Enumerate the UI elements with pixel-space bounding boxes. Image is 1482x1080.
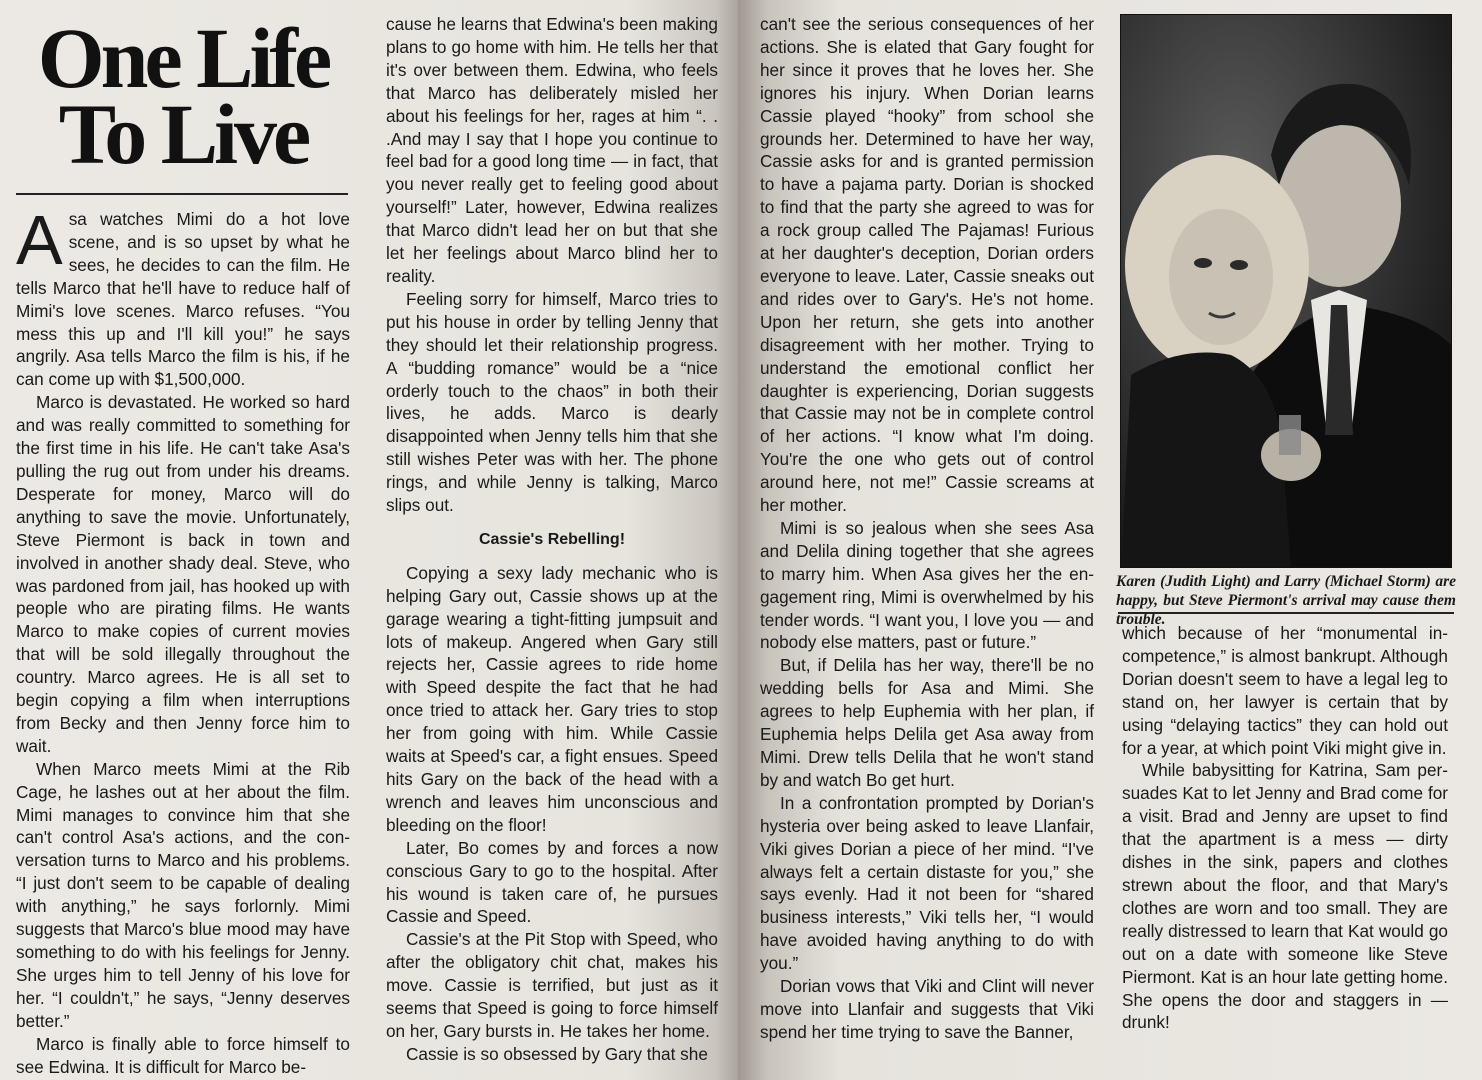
- column-1: [16, 201, 350, 1078]
- drop-cap: A: [16, 201, 63, 279]
- left-page: [0, 0, 738, 1080]
- column-4: [1122, 622, 1448, 1034]
- photo-caption: Karen (Judith Light) and Larry (Michael Storm) are happy, but Steve Piermont's arrival may cause them trouble.: [1116, 573, 1456, 628]
- cast-photo: [1120, 14, 1452, 568]
- paragraph: which because of her “monumental incompetence,” is almost bankrupt. Although Dorian doesn't seem to have a legal leg to stand on, her lawyer is certain that by using “delaying tactics” they can hold out for a year, at which point Viki might give in.: [1122, 623, 1448, 758]
- section-subhead: Cassie's Rebelling!: [478, 530, 626, 548]
- paragraph: Mimi is so jealous when she sees Asa and Delila dining together that she agrees to marry him. When Asa gives her the engagement ring, Mimi is overwhelmed by his tender words. “I want you, I love you — and nobody else matters, past or future.”: [760, 517, 1094, 653]
- title-line-1: One Life: [37, 10, 329, 106]
- title-line-2: To Live: [58, 86, 308, 182]
- title-divider: [16, 193, 348, 195]
- paragraph: Feeling sorry for himself, Marco tries to put his house in order by telling Jenny that they should let their relationship progress. A “budding romance” would be a “nice orderly touch to the chaos” in both their lives, he adds. Marco is dearly disappointed when Jenny tells him that she still wishes Peter was with her. The phone rings, and while Jenny is talking, Marco slips out.: [386, 288, 718, 516]
- right-page: [738, 0, 1482, 1080]
- paragraph: Cassie's at the Pit Stop with Speed, who after the obligatory chit chat, makes his move. Cassie is terrified, but just as it seems that Speed is going to force himself on her, Gary bursts in. He takes her home.: [386, 929, 718, 1041]
- paragraph: cause he learns that Edwina's been making plans to go home with him. He tells her that it's over between them. Edwina, who feels that Marco has deliberately misled her about his feelings for her, rages at him “. . .And may I say that I hope you continue to feel bad for a good long time — in fact, that you never really get to feeling good about yourself!” Later, however, Edwina realizes that Marco didn't lead her on but that she let her feelings about Marco blind her to reality.: [386, 14, 718, 286]
- paragraph: While babysitting for Katrina, Sam persuades Kat to let Jenny and Brad come for a visit. Brad and Jenny are upset to find that the apartment is a mess — dirty dishes in the sink, papers and clothes strewn about the floor, and that Mary's clothes are worn and too small. They are really distressed to learn that Kat would go out on a date with someone like Steve Piermont. Kat is an hour late getting home. She opens the door and staggers in — drunk!: [1122, 760, 1448, 1033]
- paragraph: But, if Delila has her way, there'll be no wedding bells for Asa and Mimi. She agrees to help Euphemia with her plan, if Euphemia helps Delila get Asa away from Mimi. Drew tells Delila that he won't stand by and watch Bo get hurt.: [760, 655, 1094, 790]
- caption-divider: [1118, 612, 1454, 614]
- paragraph: When Marco meets Mimi at the Rib Cage, he lashes out at her about the film. Mimi manages to convince him that she can't control Asa's actions, and the conversation turns to Marco and his problems. “I just don't seem to be capable of dealing with anything,” he says forlornly. Mimi suggests that Marco's blue mood may have something to do with his feelings for Jenny. She urges him to tell Jenny of his love for her. “I couldn't,” he says, “Jenny deserves better.”: [16, 758, 350, 1031]
- paragraph: Asa watches Mimi do a hot love scene, and is so upset by what he sees, he decides to can the film. He tells Marco that he'll have to reduce half of Mimi's love scenes. Marco refuses. “You mess this up and I'll kill you!” he says angrily. Asa tells Marco the film is his, if he can come up with $1,500,000.: [16, 201, 350, 390]
- column-3: [760, 13, 1094, 1044]
- column-2: [386, 13, 718, 1066]
- article-title: [18, 10, 348, 182]
- paragraph: Dorian vows that Viki and Clint will never move into Llanfair and suggests that Viki spend her time trying to save the Banner,: [760, 976, 1094, 1042]
- photo-illustration: [1121, 15, 1451, 567]
- paragraph: Copying a sexy lady mechanic who is helping Gary out, Cassie shows up at the garage wearing a tight-fitting jumpsuit and lots of makeup. Angered when Gary still rejects her, Cassie agrees to ride home with Speed despite the fact that he had once tried to attack her. Gary tries to stop her from going with him. While Cassie waits at Speed's car, a fight ensues. Speed hits Gary on the back of the head with a wrench and leaves him unconscious and bleeding on the floor!: [386, 562, 718, 835]
- paragraph: In a confrontation prompted by Dorian's hysteria over being asked to leave Llanfair, Viki gives Dorian a piece of her mind. “I've always felt a certain distaste for you,” she says evenly. Had it not been for “shared business interests,” Viki tells her, “I would have avoided having anything to do with you.”: [760, 792, 1094, 974]
- paragraph: Marco is finally able to force himself to see Edwina. It is difficult for Marco be-: [16, 1033, 350, 1077]
- paragraph: Later, Bo comes by and forces a now conscious Gary to go to the hospital. After his wound is taken care of, he pursues Cassie and Speed.: [386, 837, 718, 927]
- paragraph: Cassie is so obsessed by Gary that she: [406, 1043, 708, 1064]
- paragraph: Marco is devastated. He worked so hard and was really committed to something for the first time in his life. He can't take Asa's pulling the rug out from under his dreams. Desperate for money, Marco will do anything to save the movie. Unfortunately, Steve Piermont is back in town and involved in another shady deal. Steve, who was pardoned from jail, has hooked up with people who are pirating films. He wants Marco to make copies of current movies that will be sold illegally throughout the country. Marco agrees. He is all set to begin copying a film when interruptions from Becky and then Jenny force him to wait.: [16, 392, 350, 756]
- paragraph: can't see the serious consequences of her actions. She is elated that Gary fought for her since it proves that he loves her. She ignores his injury. When Dorian learns Cassie played “hooky” from school she grounds her. Determined to have her way, Cassie asks for and is granted permission to have a pajama party. Dorian is shocked to find that the party she agreed to was for a rock group called The Pajamas! Furious at her daughter's deception, Dorian orders everyone to leave. Later, Cassie sneaks out and rides over to Gary's. He's not home. Upon her return, she gets into another disagreement with her mother. Trying to understand the emotional conflict her daughter is experiencing, Dorian suggests that Cassie may not be in complete control of her actions. “I know what I'm doing. You're the one who gets out of control around here, not me!” Cassie screams at her mother.: [760, 14, 1094, 516]
